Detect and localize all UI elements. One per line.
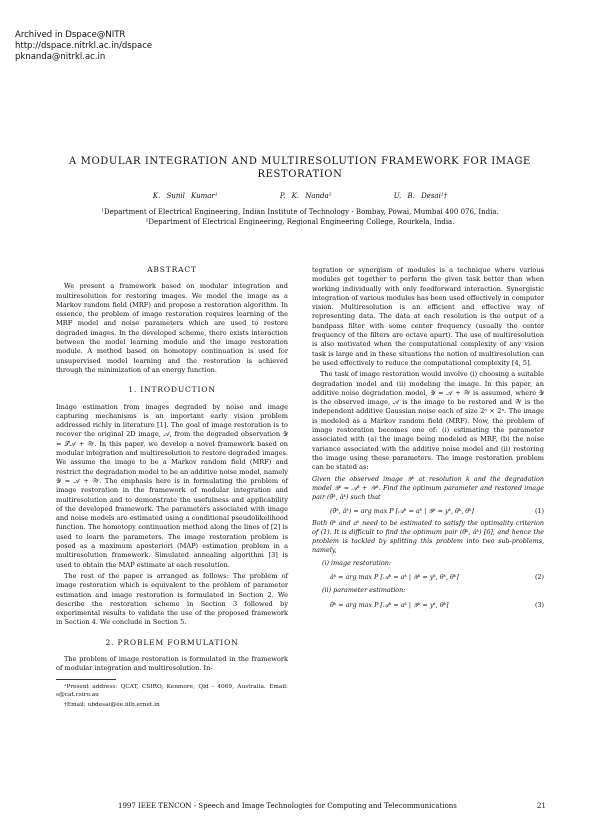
author-1: K. Sunil Kumar¹	[152, 192, 218, 200]
introduction-heading: 1. INTRODUCTION	[128, 385, 216, 395]
equation-1-number: (1)	[534, 506, 544, 515]
abstract-heading: ABSTRACT	[147, 265, 197, 274]
footnote-2: †Email: ubdesai@ee.iitb.ernet.in	[64, 701, 160, 708]
right-paragraph-2: The task of image restoration would involve (i) choosing a suitable degradation model and (ii) modeling the image. In this paper, an additive noise degradation model, 𝒴 = 𝒜 + 𝒲 is assumed, where 𝒴 is the observed image, 𝒜 is the image to be restored and 𝒲 is the independent additive Gaussian noise each of size 2ⁿ × 2ⁿ. The image is modeled as a Markov random field (MRF). Now, the problem of image restoration becomes one of: (i) estimating the parameter associated with (a) the image being modeled as MRF, (b) the noise variance associated with the additive noise model and (ii) restoring the image using these parameters. The image restoration problem can be stated as:	[312, 370, 544, 472]
paper-title: A MODULAR INTEGRATION AND MULTIRESOLUTION FRAMEWORK FOR IMAGE RESTORATION	[69, 156, 531, 180]
abstract-section	[56, 282, 288, 375]
affiliations	[40, 207, 560, 227]
author-list	[40, 192, 560, 200]
archive-notice	[15, 30, 152, 63]
intro-paragraph-2: The rest of the paper is arranged as follows: The problem of image restoration which is equivalent to the problem of parameter estimation and image restoration is formulated in Section 2. We describe the restoration scheme in Section 3 followed by experimental results to validate the use of the proposed framework in Section 4. We conclude in Section 5.	[56, 571, 288, 627]
archive-line-1: Archived in Dspace@NITR	[15, 30, 126, 40]
page-number: 21	[537, 802, 546, 810]
problem-statement: Given the observed image 𝒴ᵏ at resolution k and the degradation model 𝒴ᵏ = 𝒜ᵏ + 𝒲ᵏ. Find the optimum parameter and restored image pair (θ̂ᵏ, âᵏ) such that	[312, 474, 544, 501]
subproblem-1-label: (i) image restoration:	[322, 558, 392, 567]
author-2: P. K. Nanda²	[279, 192, 332, 200]
equation-2-number: (2)	[534, 573, 544, 582]
equation-2-body: âᵏ = arg max P [𝒜ᵏ = aᵏ | 𝒴ᵏ = yᵏ, θᵏ, θᵏ]	[330, 573, 459, 582]
equation-3	[312, 601, 544, 610]
equation-3-body: θ̂ᵏ = arg max P [𝒜ᵏ = aᵏ | 𝒴ᵏ = yᵏ, θᵏ]	[330, 600, 449, 609]
page-footer: 1997 IEEE TENCON - Speech and Image Technologies for Computing and Telecommunications	[118, 802, 457, 810]
equation-1	[312, 507, 544, 516]
subproblem-2-label: (ii) parameter estimation:	[322, 586, 406, 595]
right-column	[312, 266, 544, 613]
footnote-1: ¹Present address: QCAT, CSIRO, Kenmore, Qld - 4069, Australia. Email: s@cat.csiro.au	[56, 683, 288, 698]
equation-1-body: (θ̂ᵏ, âᵏ) = arg max P [𝒜ᵏ = aᵏ | 𝒴ᵏ = yᵏ, θᵏ, θᵏ]	[330, 506, 474, 515]
archive-email[interactable]: pknanda@nitrkl.ac.in	[15, 52, 106, 62]
intro-paragraph-1: Image estimation from images degraded by noise and image capturing mechanisms is an important early vision problem addressed richly in literature [1]. The goal of image restoration is to recover the original 2D image, 𝒜, from the degraded observation 𝒴 = 𝒮𝒜 + 𝒲. In this paper, we develop a novel framework based on modular integration and multiresolution to restore degraded images. We assume the image to be a Markov random field (MRF) and restrict the degradation model to be an additive noise model, namely 𝒴 = 𝒜 + 𝒲. The emphasis here is in formulating the problem of image restoration in the framework of modular integration and multiresolution and to demonstrate the usefulness and applicability of the developed framework. The parameters associated with image and noise models are estimated using a conditional pseudolikelihood function. The homotopy continuation method along the lines of [2] is used to learn the parameters. The image restoration problem is posed as a maximum aposteriori (MAP) estimation problem in a multiresolution framework. Simulated annealing algorithm [3] is used to obtain the MAP estimate at each resolution.	[56, 402, 288, 569]
footnote-divider	[56, 679, 116, 680]
affiliation-1: ¹Department of Electrical Engineering, Indian Institute of Technology - Bombay, Powai, Mumbai 400 076, India.	[101, 208, 499, 216]
problem-formulation-heading: 2. PROBLEM FORMULATION	[105, 637, 239, 647]
equation-3-number: (3)	[534, 600, 544, 609]
problem-formulation-paragraph: The problem of image restoration is formulated in the framework of modular integration and multiresolution. In-	[56, 654, 288, 673]
author-3: U. B. Desai¹†	[393, 192, 448, 200]
right-paragraph-1: tegration or synergism of modules is a technique where various modules get together to perform the given task better than when working individually with only feedforward interaction. Synergistic integration of various modules has been used effectively in computer vision. Multiresolution is an efficient and effective way of representing data. The data at each resolution is the output of a bandpass filter with some center frequency (usually the center frequency of the filters are octave apart). The use of multiresolution is also motivated when the computational complexity of any vision task is large and in these situations the notion of multiresolution can be used effectively to reduce the computational complexity [4, 5].	[312, 266, 544, 367]
affiliation-2: ²Department of Electrical Engineering, Regional Engineering College, Rourkela, India.	[145, 218, 455, 226]
equation-2	[312, 573, 544, 582]
abstract-text: We present a framework based on modular integration and multiresolution for restoring images. We model the image as a Markov random field (MRF) and propose a restoration algorithm. In essence, the problem of image restoration requires learning of the MRF model and noise parameters which are used to restore degraded images. In the developed scheme, there exists interaction between the model learning module and the image restoration module. A method based on homotopy continuation is used for unsupervised model learning and the restoration is achieved through the minimization of an energy function.	[56, 282, 288, 374]
subproblem-description: Both θᵏ and aᵏ need to be estimated to satisfy the optimality criterion of (1). It is difficult to find the optimum pair (θ̂ᵏ, âᵏ) [6], and hence the problem is tackled by splitting this problem into two sub-problems, namely,	[312, 518, 544, 554]
archive-url[interactable]: http://dspace.nitrkl.ac.in/dspace	[15, 41, 153, 51]
left-column	[56, 265, 288, 709]
